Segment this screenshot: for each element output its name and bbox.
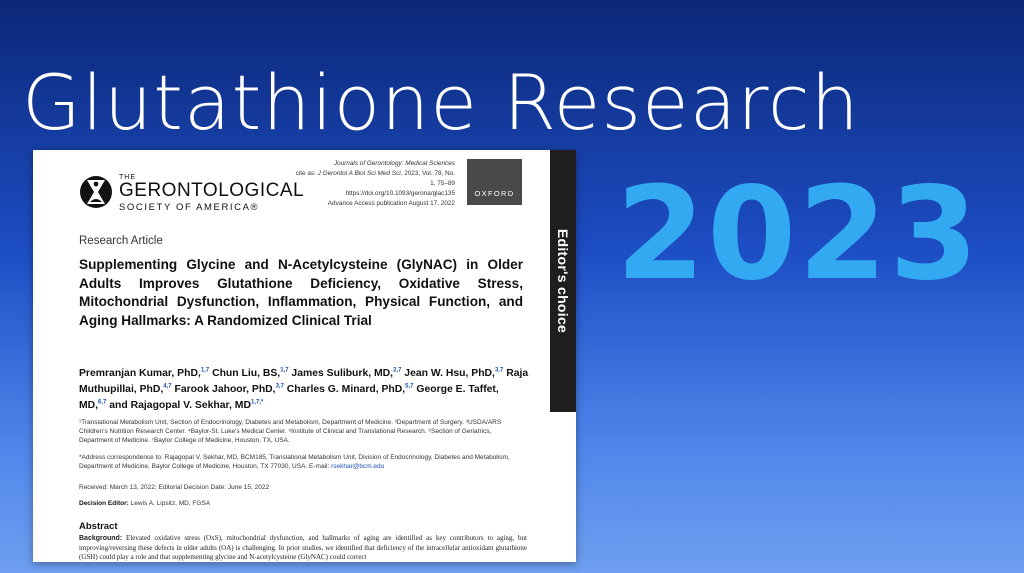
publisher-logo <box>467 159 522 205</box>
author-affiliation-marker: 1,7 <box>200 368 210 374</box>
abstract-heading: Abstract <box>79 521 118 532</box>
author-name: James Suliburk, MD,$^{2,7}$ <box>291 368 402 380</box>
author-name: Raja Muthupillai, PhD,$^{4,7}$ <box>79 368 529 396</box>
author-name: Charles G. Minard, PhD,$^{5,7}$ <box>286 383 414 396</box>
author-affiliation-marker: 6,7 <box>98 399 107 406</box>
citation: cite as: J Gerontol A Biol Sci Med Sci, 2023, Vol. 78, No. 1, 75–89 <box>295 170 455 187</box>
author-name: Farook Jahoor, PhD,$^{3,7}$ <box>174 383 284 396</box>
society-logo <box>79 172 309 212</box>
journal-meta <box>295 159 455 209</box>
email-link[interactable]: rsekhar@bcm.edu <box>331 463 385 471</box>
author-name: Premranjan Kumar, PhD,$^{1,7}$ <box>79 368 210 380</box>
paper-title: Supplementing Glycine and N-Acetylcysteine (GlyNAC) in Older Adults Improves Glutathione Deficiency, Oxidative Stress, Mitochondrial Dysfunction, Inflammation, Physical Function, and Aging Hallmarks: A Randomized Clinical Trial <box>79 257 523 328</box>
author-affiliation-marker: 3,7 <box>494 368 504 374</box>
publisher-name: OXFORD <box>474 189 515 198</box>
affiliations: ¹Translational Metabolism Unit, Section of Endocrinology, Diabetes and Metabolism, Department of Medicine. ²Department of Surgery. ³USDA/ARS Children's Nutrition Research Center. ⁴Baylor-St. Luke's Medical Center. ⁵Institute of Clinical and Translational Research. ⁶Section of Geriatrics, Department of Medicine. ⁷Baylor College of Medicine, Houston, TX, USA. <box>79 419 502 445</box>
logo-society-name: GERONTOLOGICAL <box>119 180 305 201</box>
journal-name: Journals of Gerontology: Medical Sciences <box>333 160 455 167</box>
decision-editor: Decision Editor: Lewis A. Lipsitz, MD, FGSA <box>79 500 211 507</box>
author-affiliation-marker: 1,7,* <box>250 399 264 406</box>
editors-choice-label: Editor's choice <box>555 228 571 334</box>
headline: Glutathione Research <box>22 58 860 147</box>
doi-link[interactable]: https://doi.org/10.1093/gerona/glac135 <box>345 190 455 197</box>
article-type: Research Article <box>79 235 163 247</box>
abstract-text: Background: Elevated oxidative stress (OxS), mitochondrial dysfunction, and hallmarks of aging are identified as key contributors to aging, but improving/reversing these defects in older adults (OA) is challenging. In prior studies, we identified that deficiency of the intracellular antioxidant glutathione (GSH) could play a role and that supplementing glycine and N-acetylcysteine (GlyNAC) could correct <box>79 534 527 561</box>
author-name: Jean W. Hsu, PhD,$^{3,7}$ <box>404 368 504 380</box>
year-label: 2023 <box>616 160 981 309</box>
author-affiliation-marker: 5,7 <box>405 383 414 390</box>
correspondence: *Address correspondence to: Rajagopal V. Sekhar, MD, BCM185, Translational Metabolism Unit, Division of Endocrinology, Diabetes and Metabolism, Department of Medicine, Baylor College of Medicine, Houston, TX 77030, USA. E-mail: rsekhar@bcm.edu <box>79 454 510 471</box>
received-dates: Received: March 13, 2022; Editorial Decision Date: June 15, 2022 <box>79 484 270 491</box>
logo-society-sub: SOCIETY OF AMERICA® <box>119 202 260 213</box>
author-name: and Rajagopal V. Sekhar, $MD^{1,7,*}$ <box>109 399 264 412</box>
paper-screenshot <box>33 150 576 562</box>
author-name: George E. Taffet, MD,$^{6,7}$ <box>79 384 499 412</box>
hourglass-figure-icon <box>79 172 113 212</box>
author-affiliation-marker: 1,7 <box>280 368 289 374</box>
author-affiliation-marker: 4,7 <box>163 383 172 390</box>
author-list <box>79 365 529 413</box>
author-affiliation-marker: 3,7 <box>275 383 284 390</box>
editors-choice-tab <box>550 150 576 412</box>
logo-the-text: THE <box>119 174 136 181</box>
author-name: Chun Liu, BS,$^{1,7}$ <box>212 368 289 380</box>
advance-access: Advance Access publication August 17, 2022 <box>327 200 455 207</box>
author-affiliation-marker: 2,7 <box>393 368 402 374</box>
